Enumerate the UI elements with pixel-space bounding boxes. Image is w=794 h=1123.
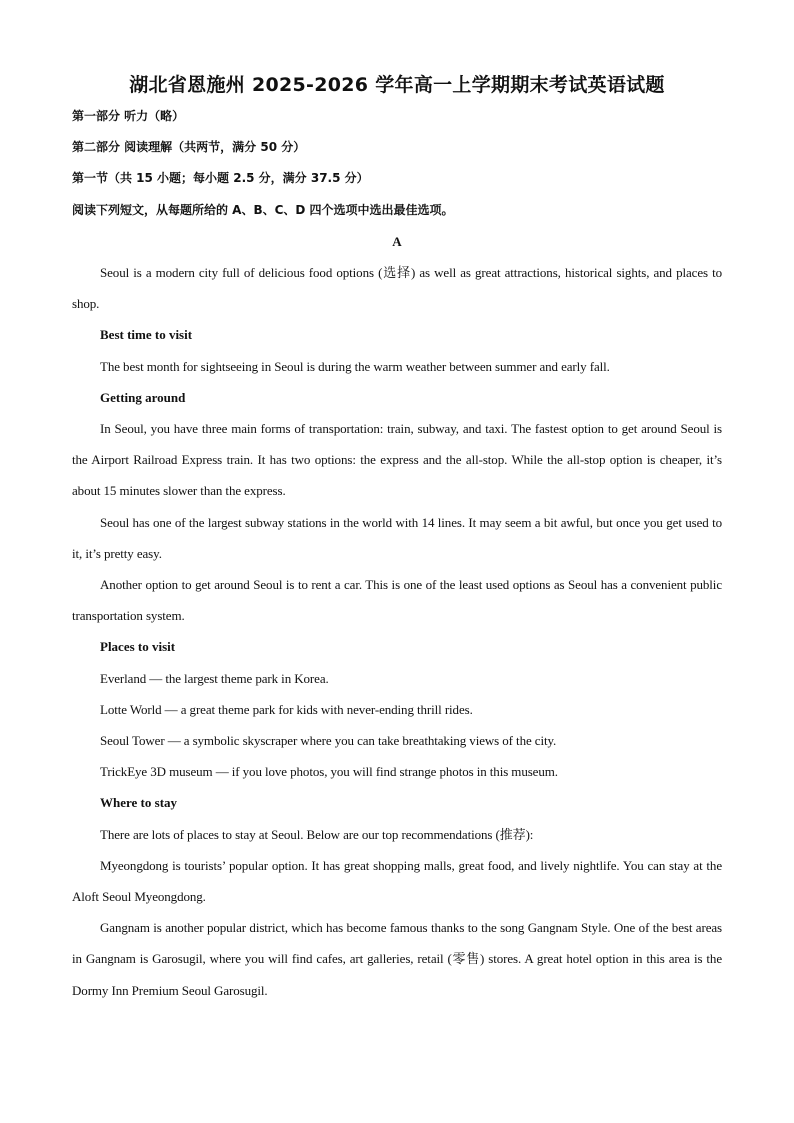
place-item: TrickEye 3D museum — if you love photos, you will find strange photos in this museum.	[100, 764, 558, 780]
part-two-heading: 第二部分 阅读理解（共两节，满分 50 分）	[72, 140, 306, 155]
getting-around-heading: Getting around	[100, 389, 186, 405]
passage-intro: Seoul is a modern city full of delicious food options (选择) as well as great attractions, historical sights, and places to shop.	[72, 265, 722, 312]
place-item: Seoul Tower — a symbolic skyscraper where you can take breathtaking views of the city.	[100, 733, 557, 749]
stay-paragraph-1: Myeongdong is tourists’ popular option. It has great shopping malls, great food, and lively nightlife. You can stay at the Aloft Seoul Myeongdong.	[72, 857, 722, 905]
passage-letter: A	[392, 233, 402, 249]
document-body	[72, 101, 722, 1006]
section-one-heading: 第一节（共 15 小题；每小题 2.5 分，满分 37.5 分）	[72, 171, 369, 186]
best-time-text: The best month for sightseeing in Seoul is during the warm weather between summer and early fall.	[100, 358, 610, 374]
best-time-heading: Best time to visit	[100, 327, 193, 343]
getting-around-paragraph-2: Seoul has one of the largest subway stations in the world with 14 lines. It may seem a bit awful, but once you get used to it, it’s pretty easy.	[72, 514, 722, 561]
stay-intro: There are lots of places to stay at Seoul. Below are our top recommendations (推荐):	[100, 826, 534, 842]
stay-paragraph-2: Gangnam is another popular district, which has become famous thanks to the song Gangnam Style. One of the best areas in Gangnam is Garosugil, where you will find cafes, art galleries, retail (零售) stores. A great hotel option in this area is the Dormy Inn Premium Seoul Garosugil.	[72, 920, 722, 998]
part-one-heading: 第一部分 听力（略）	[72, 109, 185, 123]
getting-around-paragraph-1: In Seoul, you have three main forms of transportation: train, subway, and taxi. The fastest option to get around Seoul is the Airport Railroad Express train. It has two options: the express and the all-stop. While the all-stop option is cheaper, it’s about 15 minutes slower than the express.	[72, 421, 722, 499]
place-item: Lotte World — a great theme park for kids with never-ending thrill rides.	[100, 701, 473, 717]
instructions: 阅读下列短文，从每题所给的 A、B、C、D 四个选项中选出最佳选项。	[72, 202, 454, 217]
getting-around-paragraph-3: Another option to get around Seoul is to rent a car. This is one of the least used options as Seoul has a convenient public transportation system.	[72, 577, 722, 624]
page-title: 湖北省恩施州 2025-2026 学年高一上学期期末考试英语试题	[129, 74, 665, 96]
stay-heading: Where to stay	[100, 795, 178, 811]
places-heading: Places to visit	[100, 639, 176, 655]
place-item: Everland — the largest theme park in Korea.	[100, 670, 329, 686]
